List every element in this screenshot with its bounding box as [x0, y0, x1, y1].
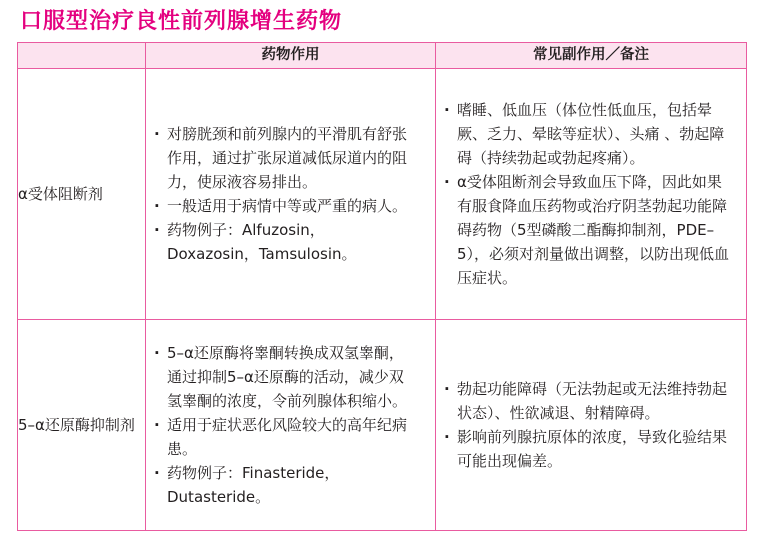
- list-item: · α受体阻断剂会导致血压下降，因此如果有服食降血压药物或治疗阴茎勃起功能障碍药物（5型磷酸二酯酶抑制剂，PDE–5），必须对剂量做出调整，以防出现低血压症状。: [444, 173, 730, 287]
- page-title: 口服型治疗良性前列腺增生药物: [20, 9, 343, 34]
- item-text: 药物例子：Alfuzosin，Doxazosin，Tamsulosin。: [167, 221, 357, 263]
- item-text: 勃起功能障碍（无法勃起或无法维持勃起状态）、性欲减退、射精障碍。: [457, 380, 728, 422]
- header-blank: [18, 43, 146, 69]
- table-row: [18, 320, 747, 531]
- side-effects-cell: [436, 320, 747, 531]
- drug-table: [17, 42, 747, 531]
- list-item: · 适用于症状恶化风险较大的高年纪病患。: [154, 416, 408, 458]
- list-item: · 药物例子：Finasteride，Dutasteride。: [154, 464, 340, 506]
- list-item: · 药物例子：Alfuzosin，Doxazosin，Tamsulosin。: [154, 221, 357, 263]
- item-text: 嗜睡、低血压（体位性低血压，包括晕厥、乏力、晕眩等症状）、头痛 、勃起障碍（持续勃起或勃起疼痛）。: [457, 101, 725, 167]
- table-row: [18, 69, 747, 320]
- item-text: 一般适用于病情中等或严重的病人。: [167, 197, 408, 215]
- table-header-row: [18, 43, 747, 69]
- list-item: · 对膀胱颈和前列腺内的平滑肌有舒张作用，通过扩张尿道减低尿道内的阻力，使尿液容易排出。: [154, 125, 408, 191]
- list-item: · 影响前列腺抗原体的浓度，导致化验结果可能出现偏差。: [444, 428, 728, 470]
- header-drug-action: 药物作用: [146, 43, 436, 69]
- item-text: 药物例子：Finasteride，Dutasteride。: [167, 464, 340, 506]
- side-effects-cell: [436, 69, 747, 320]
- drug-action-cell: [146, 320, 436, 531]
- item-text: 对膀胱颈和前列腺内的平滑肌有舒张作用，通过扩张尿道减低尿道内的阻力，使尿液容易排出。: [167, 125, 408, 191]
- item-text: 适用于症状恶化风险较大的高年纪病患。: [167, 416, 408, 458]
- item-text: α受体阻断剂会导致血压下降，因此如果有服食降血压药物或治疗阴茎勃起功能障碍药物（5型磷酸二酯酶抑制剂，PDE–5），必须对剂量做出调整，以防出现低血压症状。: [457, 173, 730, 287]
- item-text: 影响前列腺抗原体的浓度，导致化验结果可能出现偏差。: [457, 428, 728, 470]
- row-label: 5–α还原酶抑制剂: [18, 320, 146, 531]
- header-side-effects: 常见副作用／备注: [436, 43, 747, 69]
- list-item: · 勃起功能障碍（无法勃起或无法维持勃起状态）、性欲减退、射精障碍。: [444, 380, 728, 422]
- drug-action-cell: [146, 69, 436, 320]
- list-item: · 一般适用于病情中等或严重的病人。: [154, 197, 408, 215]
- item-text: 5–α还原酶将睾酮转换成双氢睾酮，通过抑制5–α还原酶的活动，减少双氢睾酮的浓度，令前列腺体积缩小。: [167, 344, 408, 410]
- list-item: · 5–α还原酶将睾酮转换成双氢睾酮，通过抑制5–α还原酶的活动，减少双氢睾酮的浓度，令前列腺体积缩小。: [154, 344, 408, 410]
- row-label: α受体阻断剂: [18, 69, 146, 320]
- list-item: · 嗜睡、低血压（体位性低血压，包括晕厥、乏力、晕眩等症状）、头痛 、勃起障碍（持续勃起或勃起疼痛）。: [444, 101, 725, 167]
